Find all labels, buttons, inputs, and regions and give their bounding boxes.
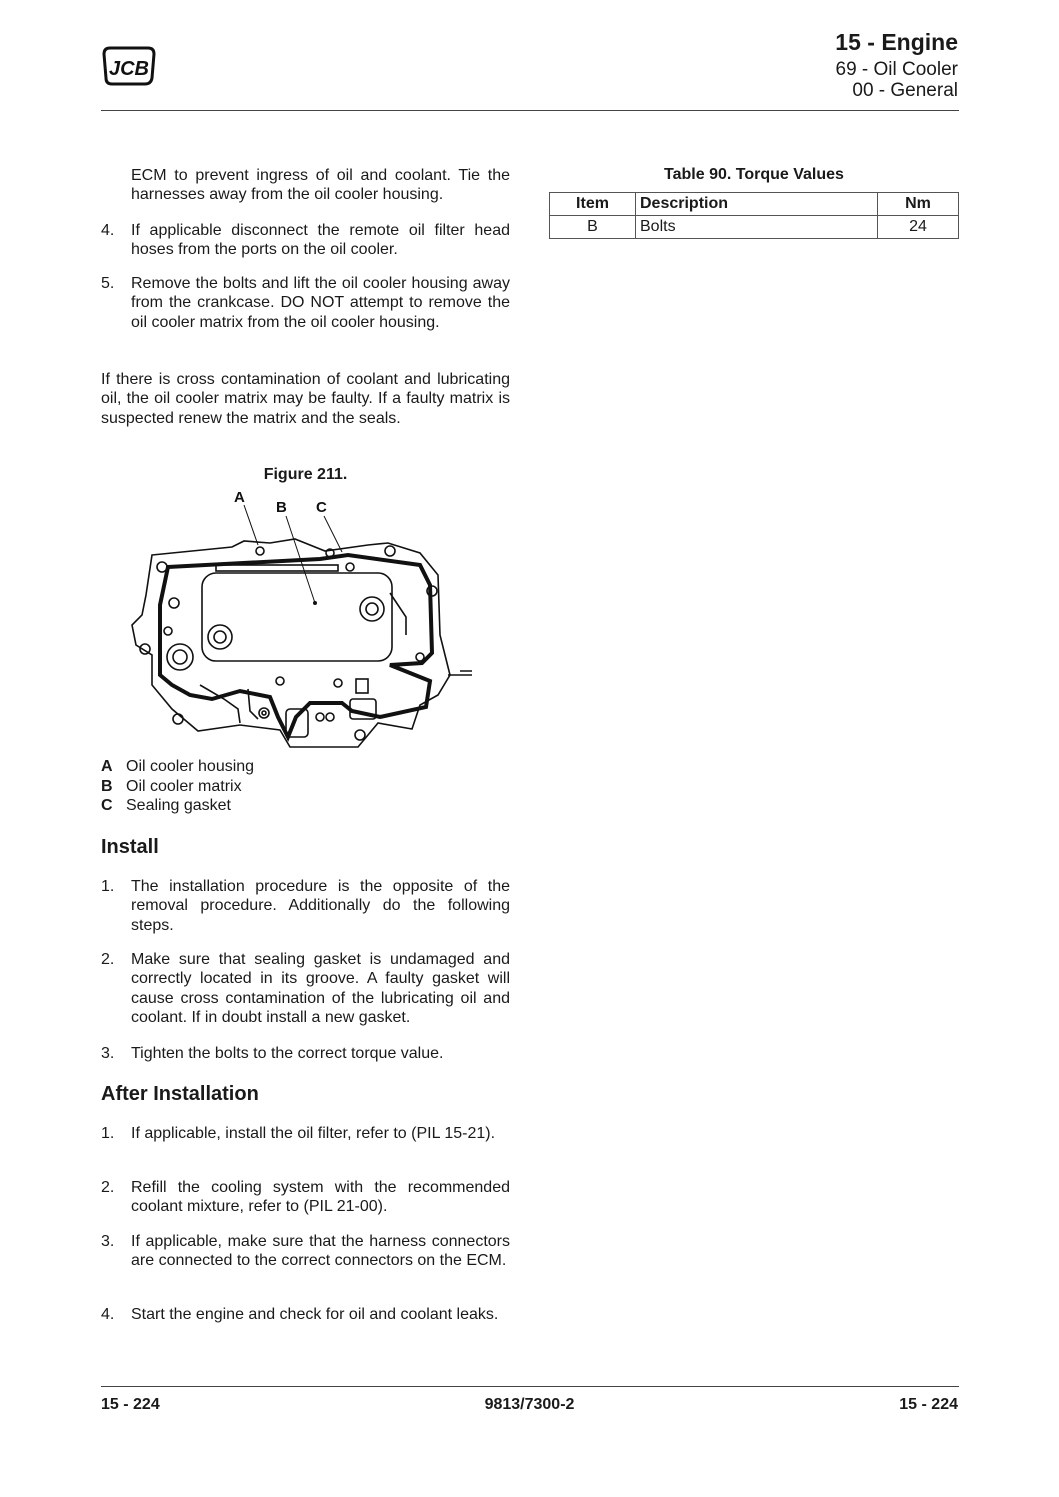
step-text: If applicable disconnect the remote oil filter head hoses from the ports on the oil cooler. (131, 222, 510, 259)
removal-step (101, 274, 510, 332)
legend-label: Oil cooler matrix (126, 777, 242, 795)
step-text: Remove the bolts and lift the oil cooler housing away from the crankcase. DO NOT attempt to remove the oil cooler matrix from the oil cooler housing. (131, 275, 510, 331)
legend-key: B (101, 777, 113, 795)
footer-doc-number: 9813/7300-2 (484, 1396, 575, 1413)
cell-nm: 24 (878, 216, 959, 239)
callout-c: C (316, 499, 327, 516)
table-row (550, 216, 959, 239)
install-heading: Install (101, 836, 159, 858)
leader-c (324, 516, 342, 552)
callout-b: B (276, 499, 287, 516)
install-step (101, 950, 510, 1027)
install-step (101, 1044, 510, 1063)
torque-table (549, 192, 959, 239)
legend-item (101, 757, 254, 777)
table-header-row (550, 193, 959, 216)
step-number: 2. (101, 951, 115, 968)
step-number: 4. (101, 1306, 115, 1323)
figure-caption: Figure 211. (263, 466, 348, 483)
step-number: 1. (101, 1125, 115, 1142)
step-text: If applicable, make sure that the harness connectors are connected to the correct connectors on the ECM. (131, 1233, 510, 1270)
step-number: 3. (101, 1045, 115, 1062)
legend-label: Oil cooler housing (126, 758, 255, 775)
footer-page-right: 15 - 224 (899, 1396, 958, 1413)
jcb-logo (100, 44, 158, 88)
step-text: Start the engine and check for oil and coolant leaks. (131, 1306, 499, 1323)
header-description: Description (636, 193, 878, 216)
after-step (101, 1305, 510, 1324)
step-text: If applicable, install the oil filter, refer to (PIL 15-21). (131, 1125, 496, 1142)
legend-key: C (101, 797, 113, 814)
legend-key: A (101, 758, 113, 775)
step-text: The installation procedure is the opposite of the removal procedure. Additionally do the following steps. (131, 878, 510, 934)
figure-legend (101, 757, 254, 816)
header-rule (101, 110, 959, 111)
subsection-title: 00 - General (852, 80, 958, 101)
legend-item (101, 796, 254, 816)
legend-item (101, 777, 254, 797)
footer-rule (101, 1386, 959, 1387)
oil-cooler-figure (120, 485, 480, 750)
section-title: 69 - Oil Cooler (835, 59, 958, 80)
cell-item: B (550, 216, 636, 239)
leader-a (244, 505, 258, 545)
after-step (101, 1124, 510, 1143)
removal-step (101, 221, 510, 260)
step-number: 5. (101, 275, 115, 292)
step-text: Refill the cooling system with the recommended coolant mixture, refer to (PIL 21-00). (131, 1179, 510, 1216)
install-step (101, 877, 510, 935)
footer-page-left: 15 - 224 (101, 1396, 160, 1413)
step-number: 1. (101, 878, 115, 895)
step-text: Tighten the bolts to the correct torque value. (131, 1045, 444, 1062)
step-text: Make sure that sealing gasket is undamaged and correctly located in its groove. A faulty gasket will cause cross contamination of the lubricating oil and coolant. If in doubt install a new gasket. (131, 951, 510, 1026)
step-number: 3. (101, 1233, 115, 1250)
chapter-title: 15 - Engine (835, 29, 958, 55)
header-item: Item (550, 193, 636, 216)
header-nm: Nm (878, 193, 959, 216)
legend-label: Sealing gasket (126, 797, 231, 814)
table-caption: Table 90. Torque Values (664, 166, 844, 183)
logo-text: JCB (108, 58, 150, 80)
cell-description: Bolts (636, 216, 878, 239)
intro-continuation: ECM to prevent ingress of oil and coolant. Tie the harnesses away from the oil cooler housing. (131, 167, 510, 204)
after-step (101, 1178, 510, 1217)
contamination-note: If there is cross contamination of coolant and lubricating oil, the oil cooler matrix may be faulty. If a faulty matrix is suspected renew the matrix and the seals. (101, 371, 510, 427)
after-step (101, 1232, 510, 1271)
callout-a: A (234, 489, 245, 506)
step-number: 2. (101, 1179, 115, 1196)
step-number: 4. (101, 222, 115, 239)
after-installation-heading: After Installation (101, 1083, 259, 1105)
